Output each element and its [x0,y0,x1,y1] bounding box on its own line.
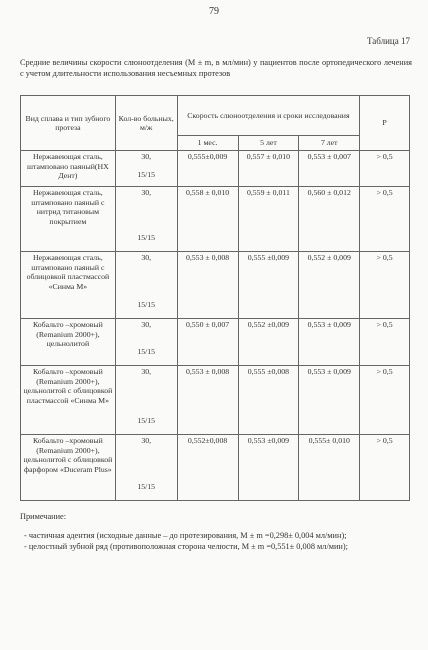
value-5-years: 0,555 ±0,009 [238,252,299,319]
value-7-years: 0,560 ± 0,012 [299,187,360,252]
header-alloy: Вид сплава и тип зубного протеза [21,96,116,151]
patient-count-cell [115,366,177,435]
patient-count-cell [115,435,177,501]
p-value: > 0,5 [360,187,410,252]
header-speed: Скорость слюноотделения и сроки исследования [177,96,360,136]
value-1-month: 0,555±0,009 [177,151,238,187]
sex-ratio: 15/15 [137,232,156,242]
table-row [21,319,410,366]
value-7-years: 0,553 ± 0,007 [299,151,360,187]
value-5-years: 0,553 ±0,009 [238,435,299,501]
patient-count-cell [115,252,177,319]
notes [20,511,415,552]
value-1-month: 0,558 ± 0,010 [177,187,238,252]
table-label: Таблица 17 [367,36,410,46]
patient-count: 30, [141,253,152,262]
value-7-years: 0,555± 0,010 [299,435,360,501]
value-7-years: 0,553 ± 0,009 [299,366,360,435]
patient-count: 30, [141,320,152,329]
alloy-name-cell: Кобальто –хромовый (Remanium 2000+), цельнолитой [21,319,116,366]
sex-ratio: 15/15 [137,346,156,356]
value-1-month: 0,552±0,008 [177,435,238,501]
sex-ratio: 15/15 [137,481,156,491]
alloy-name-cell: Нержавеющая сталь, штамповано паяный(НХ Дент) [21,151,116,187]
alloy-name-cell: Нержавеющая сталь, штамповано паяный с облицовкой пластмассой «Синма М» [21,252,116,319]
patient-count: 30, [141,436,152,445]
table-row [21,151,410,187]
header-count: Кол-во больных, м/ж [115,96,177,151]
patient-count-cell [115,319,177,366]
saliva-rate-table [20,95,410,501]
patient-count-cell [115,151,177,187]
patient-count-cell [115,187,177,252]
sex-ratio: 15/15 [137,169,156,179]
patient-count: 30, [141,188,152,197]
sex-ratio: 15/15 [137,299,156,309]
p-value: > 0,5 [360,435,410,501]
header-period: 5 лет [238,136,299,151]
note-item: - целостный зубной ряд (противоположная сторона челюсти, М ± m =0,551± 0,008 мл/мин); [24,542,348,551]
value-7-years: 0,553 ± 0,009 [299,319,360,366]
notes-title: Примечание: [20,512,67,521]
table-row [21,435,410,501]
sex-ratio: 15/15 [137,415,156,425]
value-5-years: 0,555 ±0,008 [238,366,299,435]
alloy-name-cell: Нержавеющая сталь, штамповано паяный с нитрид титановым покрытием [21,187,116,252]
value-5-years: 0,559 ± 0,011 [238,187,299,252]
p-value: > 0,5 [360,151,410,187]
value-7-years: 0,552 ± 0,009 [299,252,360,319]
table-row [21,252,410,319]
header-period: 1 мес. [177,136,238,151]
page-number: 79 [209,6,219,17]
table-row [21,366,410,435]
alloy-name-cell: Кобальто –хромовый (Remanium 2000+), цельнолитой с облицовкой пластмассой «Синма М» [21,366,116,435]
note-item: - частичная адентия (исходные данные – до протезирования, М ± m =0,298± 0,004 мл/мин); [24,531,347,540]
p-value: > 0,5 [360,319,410,366]
value-1-month: 0,553 ± 0,008 [177,366,238,435]
header-period: 7 лет [299,136,360,151]
header-p: Р [360,96,410,151]
value-1-month: 0,550 ± 0,007 [177,319,238,366]
alloy-name-cell: Кобальто –хромовый (Remanium 2000+), цельнолитой с облицовкой фарфором «Duceram Plus» [21,435,116,501]
value-5-years: 0,552 ±0,009 [238,319,299,366]
table-caption: Средние величины скорости слюноотделения (М ± m, в мл/мин) у пациентов после ортопедического лечения с учетом длительности использования несъемных протезов [20,58,412,78]
patient-count: 30, [141,367,152,376]
table-row [21,187,410,252]
patient-count: 30, [141,152,152,161]
p-value: > 0,5 [360,366,410,435]
p-value: > 0,5 [360,252,410,319]
value-5-years: 0,557 ± 0,010 [238,151,299,187]
value-1-month: 0,553 ± 0,008 [177,252,238,319]
